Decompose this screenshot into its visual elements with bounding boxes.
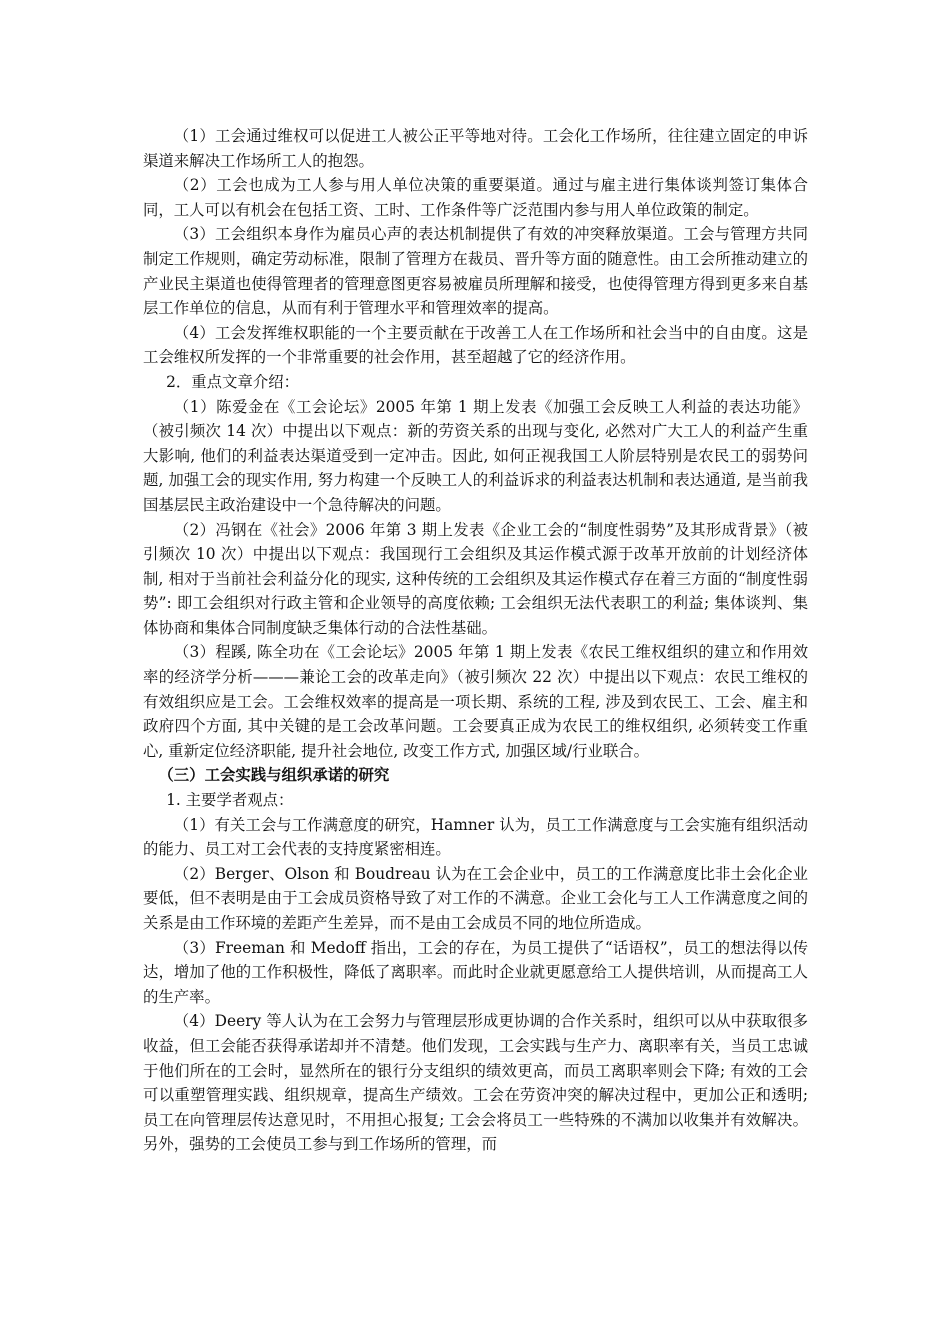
paragraph-3: （3）工会组织本身作为雇员心声的表达机制提供了有效的冲突释放渠道。工会与管理方共同制定工作规则，确定劳动标准，限制了管理方在裁员、晋升等方面的随意性。由工会所推动建立的产业民主渠道也使得管理者的管理意图更容易被雇员所理解和接受，也使得管理方得到更多来自基层工作单位的信息，从而有利于管理水平和管理效率的提高。 bbox=[143, 225, 808, 318]
paragraph-11: （4）Deery 等人认为在工会努力与管理层形成更协调的合作关系时，组织可以从中获取很多收益，但工会能否获得承诺却并不清楚。他们发现，工会实践与生产力、离职率有关，当员工忠诚于他们所在的工会时，显然所在的银行分支组织的绩效更高，而员工离职率则会下降; 有效的工会可以重塑管理实践、组织规章，提高生产绩效。工会在劳资冲突的解决过程中，更加公正和透明; 员工在向管理层传达意见时，不用担心报复; 工会会将员工一些特殊的不满加以收集并有效解决。另外，强势的工会使员工参与到工作场所的管理，而 bbox=[143, 1012, 808, 1154]
paragraph-9: （2）Berger、Olson 和 Boudreau 认为在工会企业中，员工的工作满意度比非土会化企业要低，但不表明是由于工会成员资格导致了对工作的不满意。企业工会化与工人工作满意度之间的关系是由工作环境的差距产生差异，而不是由工会成员不同的地位所造成。 bbox=[143, 864, 808, 932]
document-body bbox=[143, 124, 808, 1157]
paragraph-7: （3）程蹊, 陈全功在《工会论坛》2005 年第 1 期上发表《农民工维权组织的建立和作用效率的经济学分析———兼论工会的改革走向》（被引频次 22 次）中提出以下观点：农民工维权的有效组织应是工会。工会维权效率的提高是一项长期、系统的工程, 涉及到农民工、工会、雇主和政府四个方面, 其中关键的是工会改革问题。工会要真正成为农民工的维权组织, 必须转变工作重心, 重新定位经济职能, 提升社会地位, 改变工作方式, 加强区域/行业联合。 bbox=[143, 643, 808, 760]
subheading-main-views: 1. 主要学者观点： bbox=[166, 791, 294, 810]
paragraph-4: （4）工会发挥维权职能的一个主要贡献在于改善工人在工作场所和社会当中的自由度。这是工会维权所发挥的一个非常重要的社会作用，甚至超越了它的经济作用。 bbox=[143, 323, 808, 367]
subheading-key-articles: 2．重点文章介绍： bbox=[166, 372, 300, 391]
paragraph-10: （3）Freeman 和 Medoff 指出，工会的存在，为员工提供了“话语权”，员工的想法得以传达，增加了他的工作积极性，降低了离职率。而此时企业就更愿意给工人提供培训，从而提高工人的生产率。 bbox=[143, 938, 808, 1006]
paragraph-2: （2）工会也成为工人参与用人单位决策的重要渠道。通过与雇主进行集体谈判签订集体合同，工人可以有机会在包括工资、工时、工作条件等广泛范围内参与用人单位政策的制定。 bbox=[143, 176, 808, 219]
section-heading: （三）工会实践与组织承诺的研究 bbox=[158, 766, 390, 785]
paragraph-1: （1）工会通过维权可以促进工人被公正平等地对待。工会化工作场所，往往建立固定的申诉渠道来解决工作场所工人的抱怨。 bbox=[143, 127, 808, 170]
paragraph-6: （2）冯钢在《社会》2006 年第 3 期上发表《企业工会的“制度性弱势”及其形成背景》（被引频次 10 次）中提出以下观点：我国现行工会组织及其运作模式源于改革开放前的计划经济体制, 相对于当前社会利益分化的现实, 这种传统的工会组织及其运作模式存在着三方面的“制度性弱势”: 即工会组织对行政主管和企业领导的高度依赖; 工会组织无法代表职工的利益; 集体谈判、集体协商和集体合同制度缺乏集体行动的合法性基础。 bbox=[143, 520, 808, 637]
paragraph-5: （1）陈爱金在《工会论坛》2005 年第 1 期上发表《加强工会反映工人利益的表达功能》（被引频次 14 次）中提出以下观点：新的劳资关系的出现与变化, 必然对广大工人的利益产生重大影响, 他们的利益表达渠道受到一定冲击。因此, 如何正视我国工人阶层特别是农民工的弱势问题, 加强工会的现实作用, 努力构建一个反映工人的利益诉求的利益表达机制和表达通道, 是当前我国基层民主政治建设中一个急待解决的问题。 bbox=[143, 397, 808, 514]
paragraph-8: （1）有关工会与工作满意度的研究，Hamner 认为，员工工作满意度与工会实施有组织活动的能力、员工对工会代表的支持度紧密相连。 bbox=[143, 815, 808, 859]
